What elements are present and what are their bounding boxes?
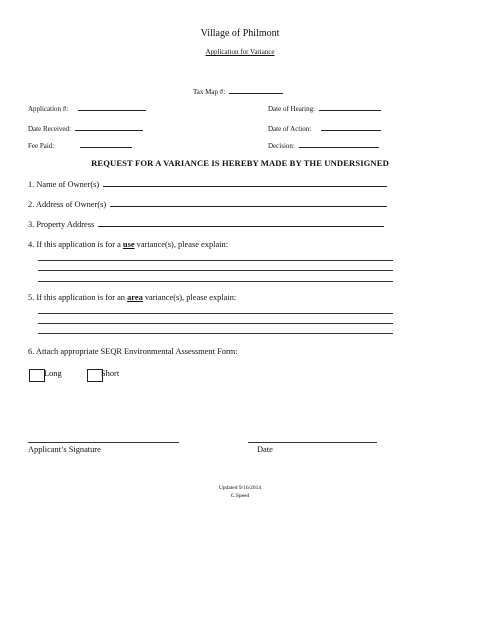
owner-name-field [28,179,387,189]
area-explanation-line-3[interactable] [38,333,393,334]
fee-paid-label: Fee Paid: [28,142,55,150]
date-of-action-input[interactable] [321,123,381,131]
area-variance-question [28,293,236,302]
property-address-input[interactable] [98,219,384,227]
date-received-field [28,123,143,133]
property-address-label: 3. Property Address [28,220,95,229]
use-explanation-line-1[interactable] [38,260,393,261]
use-variance-label-post: variance(s), please explain: [134,240,229,249]
application-number-label: Application #: [28,105,69,113]
area-variance-label-pre: 5. If this application is for an [28,293,128,302]
owner-address-field [28,199,387,209]
area-variance-label-post: variance(s), please explain: [142,293,237,302]
area-explanation-line-2[interactable] [38,323,393,324]
property-address-field [28,219,384,229]
date-of-action-field [268,123,381,133]
date-of-action-label: Date of Action: [268,125,312,133]
applicant-signature-label: Applicant’s Signature [28,445,101,454]
seqr-long-checkbox[interactable] [29,369,45,382]
use-variance-keyword: use [122,240,135,249]
signature-date-line[interactable] [248,442,377,443]
decision-input[interactable] [299,140,379,148]
date-received-label: Date Received: [28,125,71,133]
signature-date-label: Date [257,445,273,454]
tax-map-input[interactable] [229,86,283,94]
page-subtitle: Application for Variance [205,48,275,56]
tax-map-field [193,86,283,96]
page-title: Village of Philmont [200,28,280,39]
owner-name-input[interactable] [103,179,387,187]
request-heading: REQUEST FOR A VARIANCE IS HEREBY MADE BY THE UNDERSIGNED [91,158,389,168]
applicant-signature-line[interactable] [28,442,179,443]
footer-author: C.Speed [230,493,250,499]
date-of-hearing-label: Date of Hearing: [268,105,316,113]
application-number-input[interactable] [78,103,146,111]
owner-name-label: 1. Name of Owner(s) [28,180,100,189]
date-of-hearing-input[interactable] [319,103,381,111]
use-explanation-line-3[interactable] [38,281,393,282]
decision-label: Decision: [268,142,295,150]
tax-map-label: Tax Map #: [193,88,226,96]
seqr-short-label: Short [101,369,120,378]
application-number-field [28,103,146,113]
seqr-long-label: Long [44,369,62,378]
date-received-input[interactable] [75,123,143,131]
owner-address-label: 2. Address of Owner(s) [28,200,107,209]
decision-field [268,140,379,150]
seqr-question: 6. Attach appropriate SEQR Environmental Assessment Form: [28,347,238,356]
use-variance-label-pre: 4. If this application is for a [28,240,123,249]
use-variance-question [28,240,228,249]
fee-paid-field [28,140,132,150]
date-of-hearing-field [268,103,381,113]
area-explanation-line-1[interactable] [38,313,393,314]
area-variance-keyword: area [127,293,143,302]
owner-address-input[interactable] [110,199,387,207]
footer-updated: Updated 9/16/2014 [218,485,262,491]
use-explanation-line-2[interactable] [38,270,393,271]
fee-paid-input[interactable] [80,140,132,148]
